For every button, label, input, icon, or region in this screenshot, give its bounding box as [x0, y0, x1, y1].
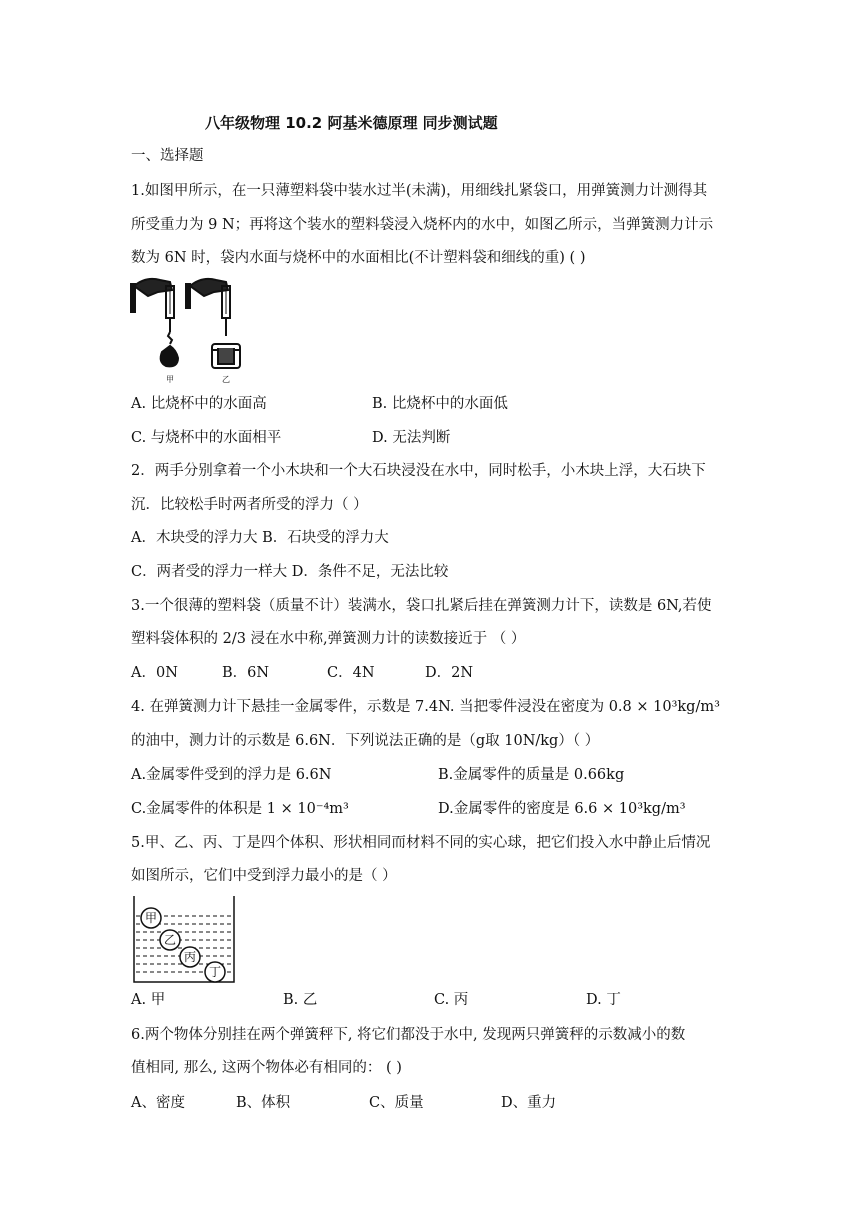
question-2-line-1: 2．两手分别拿着一个小木块和一个大石块浸没在水中，同时松手，小木块上浮，大石块下: [131, 463, 706, 479]
q6-option-c: C、质量: [369, 1095, 424, 1111]
q1-option-a: A. 比烧杯中的水面高: [131, 396, 267, 412]
fig-label-yi: 乙: [222, 375, 230, 384]
ball-label-jia: 甲: [144, 911, 158, 925]
page-title: 八年级物理 10.2 阿基米德原理 同步测试题: [205, 114, 498, 132]
question-1-line-1: 1.如图甲所示，在一只薄塑料袋中装水过半(未满)，用细线扎紧袋口，用弹簧测力计测得其: [131, 183, 708, 199]
q1-option-d: D. 无法判断: [372, 430, 451, 446]
spring-scale-figure: [128, 276, 248, 386]
q6-option-d: D、重力: [501, 1095, 557, 1111]
section-heading: 一、选择题: [131, 148, 204, 164]
ball-label-bing: 丙: [183, 950, 197, 964]
ball-label-yi: 乙: [163, 933, 177, 947]
question-5-line-1: 5.甲、乙、丙、丁是四个体积、形状相同而材料不同的实心球，把它们投入水中静止后情况: [131, 835, 711, 851]
q5-option-a: A. 甲: [131, 992, 166, 1008]
question-3-line-2: 塑料袋体积的 2/3 浸在水中称,弹簧测力计的读数接近于 （ ）: [131, 631, 526, 647]
question-1-line-3: 数为 6N 时，袋内水面与烧杯中的水面相比(不计塑料袋和细线的重) ( ): [131, 250, 586, 266]
q4-option-c: C.金属零件的体积是 1 × 10⁻⁴m³: [131, 801, 349, 817]
q4-option-a: A.金属零件受到的浮力是 6.6N: [131, 767, 332, 783]
q2-options-cd: C．两者受的浮力一样大 D．条件不足，无法比较: [131, 564, 449, 580]
q4-option-d: D.金属零件的密度是 6.6 × 10³kg/m³: [438, 801, 686, 817]
question-4-line-1: 4. 在弹簧测力计下悬挂一金属零件，示数是 7.4N. 当把零件浸没在密度为 0.8 × 10³kg/m³: [131, 699, 720, 715]
q3-option-d: D．2N: [425, 665, 474, 681]
q5-option-d: D. 丁: [586, 992, 621, 1008]
q3-option-a: A．0N: [131, 665, 178, 681]
question-5-line-2: 如图所示，它们中受到浮力最小的是（ ）: [131, 868, 397, 884]
floating-balls-figure: [131, 894, 237, 986]
question-6-line-2: 值相同, 那么, 这两个物体必有相同的： ( ): [131, 1060, 402, 1076]
question-3-line-1: 3.一个很薄的塑料袋（质量不计）装满水，袋口扎紧后挂在弹簧测力计下，读数是 6N,若使: [131, 598, 712, 614]
question-1-line-2: 所受重力为 9 N；再将这个装水的塑料袋浸入烧杯内的水中，如图乙所示，当弹簧测力计示: [131, 217, 714, 233]
q1-option-b: B. 比烧杯中的水面低: [372, 396, 508, 412]
q4-option-b: B.金属零件的质量是 0.66kg: [438, 767, 625, 783]
q3-option-b: B．6N: [222, 665, 270, 681]
question-6-line-1: 6.两个物体分别挂在两个弹簧秤下, 将它们都没于水中, 发现两只弹簧秤的示数减小的数: [131, 1027, 686, 1043]
q2-options-ab: A．木块受的浮力大 B．石块受的浮力大: [131, 530, 389, 546]
question-4-line-2: 的油中，测力计的示数是 6.6N．下列说法正确的是（g取 10N/kg）（ ）: [131, 733, 600, 749]
question-2-line-2: 沉．比较松手时两者所受的浮力（ ）: [131, 497, 368, 513]
ball-label-ding: 丁: [208, 965, 222, 979]
q1-option-c: C. 与烧杯中的水面相平: [131, 430, 282, 446]
q6-option-a: A、密度: [131, 1095, 185, 1111]
fig-label-jia: 甲: [166, 375, 174, 384]
q5-option-b: B. 乙: [283, 992, 318, 1008]
q3-option-c: C．4N: [327, 665, 375, 681]
q5-option-c: C. 丙: [434, 992, 469, 1008]
q6-option-b: B、体积: [236, 1095, 291, 1111]
